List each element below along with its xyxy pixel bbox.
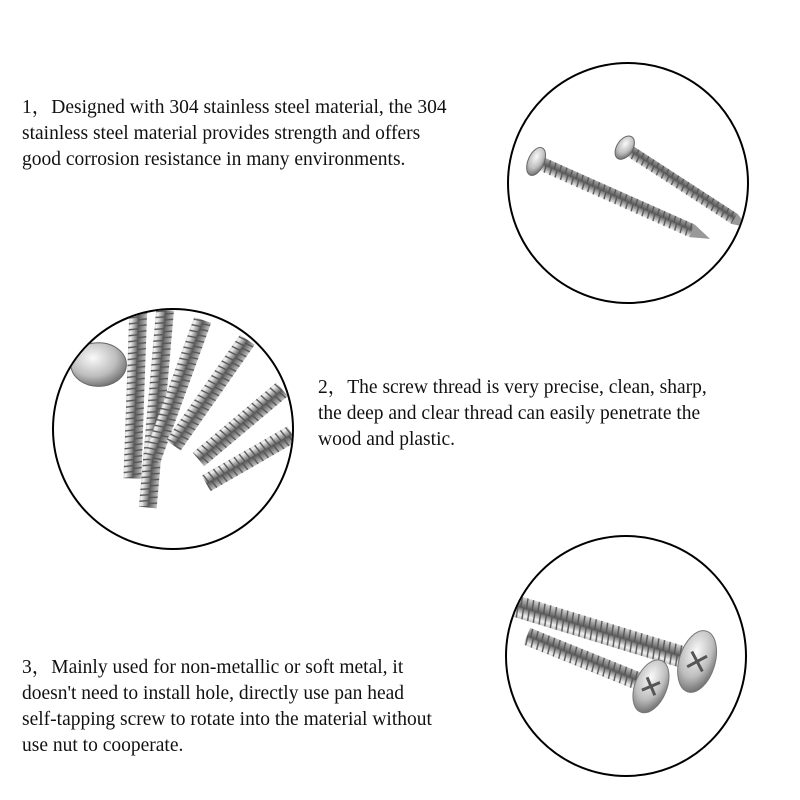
text-line: stainless steel material provides strength and offers — [22, 123, 421, 144]
text-line: use nut to cooperate. — [22, 735, 184, 756]
text-line: wood and plastic. — [318, 429, 456, 450]
text-line: self-tapping screw to rotate into the material without — [22, 709, 432, 730]
two-screws-image — [507, 62, 749, 304]
text-line: 1，Designed with 304 stainless steel material, the 304 — [22, 97, 447, 118]
feature-1-text — [22, 95, 447, 173]
text-line: the deep and clear thread can easily penetrate the — [318, 403, 701, 424]
text-line: 2，The screw thread is very precise, clean, sharp, — [318, 377, 707, 398]
screw-thread-closeup-image — [52, 308, 294, 550]
feature-2-text — [318, 375, 707, 453]
feature-3-text — [22, 655, 432, 759]
text-line: 3，Mainly used for non-metallic or soft metal, it — [22, 657, 404, 678]
pan-head-screws-image — [505, 535, 747, 777]
text-line: doesn't need to install hole, directly use pan head — [22, 683, 405, 704]
text-line: good corrosion resistance in many environments. — [22, 149, 406, 170]
